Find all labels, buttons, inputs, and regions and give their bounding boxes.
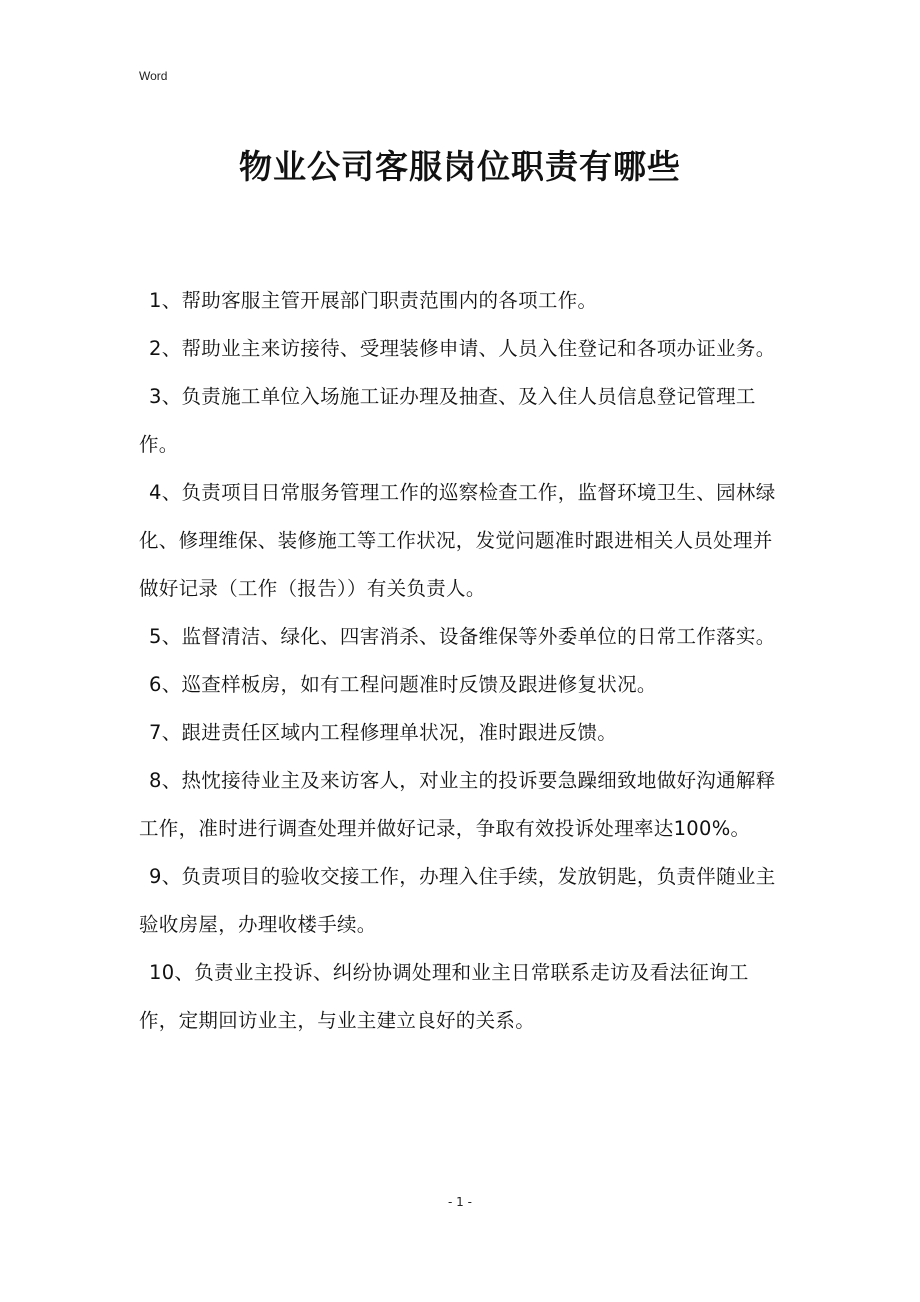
paragraph-10: 10、负责业主投诉、纠纷协调处理和业主日常联系走访及看法征询工作，定期回访业主，与业主建立良好的关系。 bbox=[139, 961, 749, 1032]
page-number: - 1 - bbox=[448, 1195, 472, 1209]
paragraph-7: 7、跟进责任区域内工程修理单状况，准时跟进反馈。 bbox=[149, 721, 618, 744]
page-title: 物业公司客服岗位职责有哪些 bbox=[239, 147, 681, 186]
header-label: Word bbox=[139, 69, 168, 83]
paragraph-9: 9、负责项目的验收交接工作，办理入住手续，发放钥匙，负责伴随业主验收房屋，办理收楼手续。 bbox=[139, 865, 776, 936]
paragraph-6: 6、巡查样板房，如有工程问题准时反馈及跟进修复状况。 bbox=[149, 673, 657, 696]
paragraph-5: 5、监督清洁、绿化、四害消杀、设备维保等外委单位的日常工作落实。 bbox=[149, 625, 776, 648]
paragraph-1: 1、帮助客服主管开展部门职责范围内的各项工作。 bbox=[149, 289, 598, 312]
paragraph-3: 3、负责施工单位入场施工证办理及抽查、及入住人员信息登记管理工作。 bbox=[139, 385, 756, 456]
paragraph-8: 8、热忱接待业主及来访客人，对业主的投诉要急躁细致地做好沟通解释工作，准时进行调查处理并做好记录，争取有效投诉处理率达100%。 bbox=[139, 769, 776, 840]
paragraph-4: 4、负责项目日常服务管理工作的巡察检查工作，监督环境卫生、园林绿化、修理维保、装修施工等工作状况，发觉问题准时跟进相关人员处理并做好记录（工作（报告））有关负责人。 bbox=[139, 481, 776, 600]
document-body bbox=[139, 277, 783, 1045]
paragraph-2: 2、帮助业主来访接待、受理装修申请、人员入住登记和各项办证业务。 bbox=[149, 337, 776, 360]
